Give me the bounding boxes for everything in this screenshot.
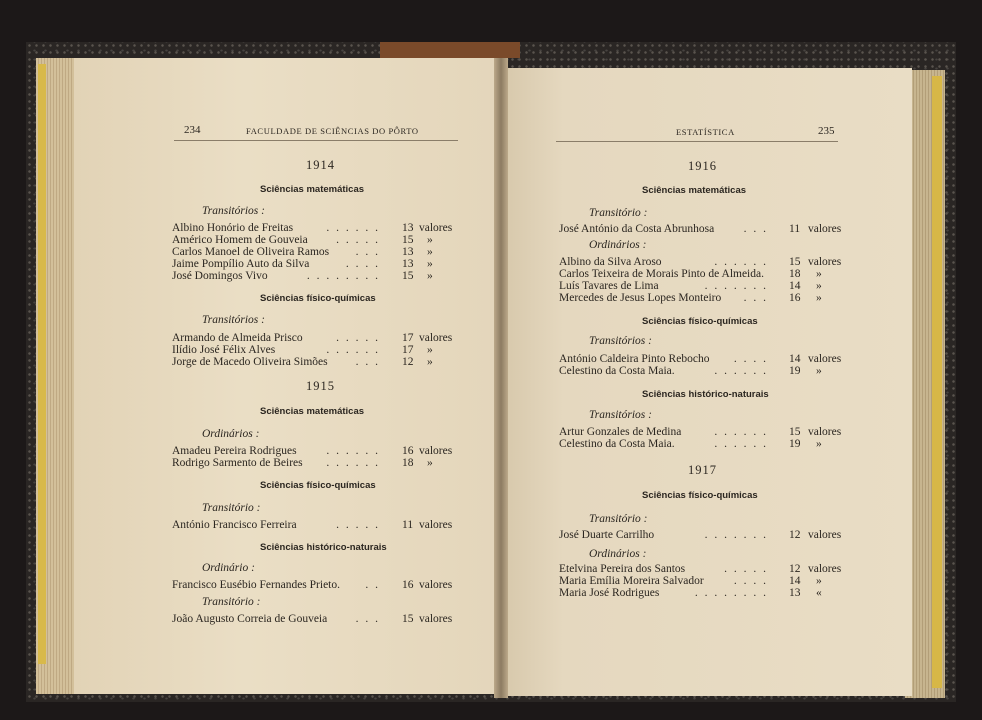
grade-value: 14 <box>789 353 801 365</box>
grade-value: 16 <box>789 292 801 304</box>
dot-leader: . . . . . . <box>326 344 380 356</box>
page-number: 234 <box>184 124 201 136</box>
student-name: Jaime Pompílio Auto da Silva <box>172 258 310 270</box>
dot-leader: . . . . . . <box>714 426 768 438</box>
dot-leader: . . . . . . . . <box>694 587 768 599</box>
dot-leader: . . . . . <box>724 563 768 575</box>
running-head: FACULDADE DE SCIÊNCIAS DO PÔRTO <box>246 126 419 136</box>
student-name: José Domingos Vivo <box>172 270 268 282</box>
section-heading: Sciências histórico-naturais <box>260 542 387 553</box>
dot-leader: . . . . . . <box>714 438 768 450</box>
grade-value: 19 <box>789 365 801 377</box>
section-heading: Sciências físico-químicas <box>642 490 758 501</box>
page-number: 235 <box>818 125 835 137</box>
grade-unit: valores <box>419 445 453 457</box>
subsection-label: Ordinários : <box>589 239 647 251</box>
left-page <box>74 58 500 694</box>
grade-unit: valores <box>808 223 842 235</box>
subsection-label: Transitórios : <box>202 205 265 217</box>
grade-value: 13 <box>402 246 414 258</box>
grade-value: 18 <box>789 268 801 280</box>
grade-unit: « <box>816 587 822 599</box>
student-name: Rodrigo Sarmento de Beires <box>172 457 303 469</box>
grade-unit: valores <box>419 579 453 591</box>
grade-value: 11 <box>402 519 414 531</box>
grade-value: 12 <box>789 529 801 541</box>
dot-leader: . . <box>365 579 380 591</box>
student-name: Jorge de Macedo Oliveira Simões <box>172 356 328 368</box>
subsection-label: Transitórios : <box>589 335 652 347</box>
student-name: António Francisco Ferreira <box>172 519 297 531</box>
dot-leader: . . . . . <box>336 234 380 246</box>
running-head: ESTATÍSTICA <box>676 127 735 137</box>
grade-unit: » <box>816 292 822 304</box>
grade-unit: valores <box>419 222 453 234</box>
grade-value: 17 <box>402 344 414 356</box>
section-heading: Sciências físico-químicas <box>260 293 376 304</box>
dot-leader: . . . <box>355 356 380 368</box>
grade-value: 15 <box>402 613 414 625</box>
grade-unit: » <box>816 280 822 292</box>
grade-value: 13 <box>789 587 801 599</box>
dot-leader: . . . . . . <box>714 365 768 377</box>
grade-unit: » <box>427 246 433 258</box>
grade-unit: valores <box>419 519 453 531</box>
section-heading: Sciências matemáticas <box>260 406 365 417</box>
dot-leader: . . . . . <box>336 332 380 344</box>
header-rule <box>556 141 838 142</box>
grade-value: 16 <box>402 445 414 457</box>
dot-leader: . . . . <box>345 258 380 270</box>
student-name: Mercedes de Jesus Lopes Monteiro <box>559 292 722 304</box>
section-heading: Sciências matemáticas <box>260 184 365 195</box>
grade-value: 15 <box>789 426 801 438</box>
student-name: Artur Gonzales de Medina <box>559 426 682 438</box>
student-name: Carlos Teixeira de Morais Pinto de Almeida. <box>559 268 764 280</box>
right-page <box>502 68 912 696</box>
section-heading: Sciências histórico-naturais <box>642 389 769 400</box>
dot-leader: . . . . . . . <box>704 529 768 541</box>
student-name: Maria Emília Moreira Salvador <box>559 575 704 587</box>
grade-value: 12 <box>402 356 414 368</box>
grade-value: 11 <box>789 223 801 235</box>
student-name: Américo Homem de Gouveia <box>172 234 308 246</box>
dot-leader: . . . . <box>733 353 768 365</box>
subsection-label: Transitório : <box>202 596 261 608</box>
grade-value: 14 <box>789 575 801 587</box>
dot-leader: . . . <box>743 223 768 235</box>
section-heading: Sciências físico-químicas <box>642 316 758 327</box>
grade-value: 17 <box>402 332 414 344</box>
dot-leader: . . . . . . . <box>704 280 768 292</box>
student-name: Albino da Silva Aroso <box>559 256 662 268</box>
student-name: Francisco Eusébio Fernandes Prieto. <box>172 579 340 591</box>
student-name: Celestino da Costa Maia. <box>559 365 675 377</box>
grade-unit: » <box>816 268 822 280</box>
grade-value: 13 <box>402 222 414 234</box>
grade-unit: » <box>427 234 433 246</box>
subsection-label: Transitório : <box>589 207 648 219</box>
grade-value: 13 <box>402 258 414 270</box>
grade-unit: valores <box>808 426 842 438</box>
year-heading: 1915 <box>306 379 335 393</box>
dot-leader: . . . <box>355 246 380 258</box>
book-spine <box>380 42 520 58</box>
grade-unit: valores <box>808 563 842 575</box>
dot-leader: . . . . . . <box>326 457 380 469</box>
year-heading: 1917 <box>688 463 717 477</box>
subsection-label: Ordinário : <box>202 562 255 574</box>
dot-leader: . . . . . . . . <box>306 270 380 282</box>
grade-unit: valores <box>419 332 453 344</box>
grade-value: 19 <box>789 438 801 450</box>
student-name: Etelvina Pereira dos Santos <box>559 563 686 575</box>
grade-value: 14 <box>789 280 801 292</box>
grade-unit: » <box>427 270 433 282</box>
student-name: Carlos Manoel de Oliveira Ramos <box>172 246 330 258</box>
student-name: João Augusto Correia de Gouveia <box>172 613 328 625</box>
dot-leader: . . . <box>355 613 380 625</box>
grade-unit: valores <box>808 353 842 365</box>
grade-unit: » <box>427 457 433 469</box>
grade-unit: » <box>427 344 433 356</box>
grade-unit: » <box>427 356 433 368</box>
grade-unit: » <box>427 258 433 270</box>
grade-unit: valores <box>419 613 453 625</box>
section-heading: Sciências físico-químicas <box>260 480 376 491</box>
grade-value: 12 <box>789 563 801 575</box>
dot-leader: . . . . . . <box>326 445 380 457</box>
student-name: Celestino da Costa Maia. <box>559 438 675 450</box>
header-rule <box>174 140 458 141</box>
student-name: José António da Costa Abrunhosa <box>559 223 715 235</box>
grade-unit: » <box>816 575 822 587</box>
grade-unit: valores <box>808 256 842 268</box>
student-name: Armando de Almeida Prisco <box>172 332 303 344</box>
dot-leader: . . . . <box>733 575 768 587</box>
dot-leader: . . . . . <box>336 519 380 531</box>
year-heading: 1916 <box>688 159 717 173</box>
student-name: José Duarte Carrilho <box>559 529 655 541</box>
dot-leader: . . . . . . <box>326 222 380 234</box>
student-name: Maria José Rodrigues <box>559 587 660 599</box>
student-name: Ilídio José Félix Alves <box>172 344 276 356</box>
grade-unit: » <box>816 438 822 450</box>
student-name: Amadeu Pereira Rodrigues <box>172 445 297 457</box>
right-yellow-edge <box>932 76 942 688</box>
year-heading: 1914 <box>306 158 335 172</box>
dot-leader: . . . <box>743 292 768 304</box>
subsection-label: Transitório : <box>589 513 648 525</box>
subsection-label: Ordinários : <box>202 428 260 440</box>
student-name: Albino Honório de Freitas <box>172 222 294 234</box>
grade-value: 15 <box>402 234 414 246</box>
dot-leader: . . . . . . <box>714 256 768 268</box>
grade-value: 15 <box>402 270 414 282</box>
subsection-label: Transitório : <box>202 502 261 514</box>
grade-value: 16 <box>402 579 414 591</box>
left-yellow-edge <box>38 64 46 664</box>
subsection-label: Transitórios : <box>202 314 265 326</box>
grade-value: 18 <box>402 457 414 469</box>
book-gutter <box>494 58 508 698</box>
section-heading: Sciências matemáticas <box>642 185 747 196</box>
grade-unit: » <box>816 365 822 377</box>
subsection-label: Transitórios : <box>589 409 652 421</box>
grade-value: 15 <box>789 256 801 268</box>
subsection-label: Ordinários : <box>589 548 647 560</box>
student-name: António Caldeira Pinto Rebocho <box>559 353 710 365</box>
student-name: Luís Tavares de Lima <box>559 280 659 292</box>
grade-unit: valores <box>808 529 842 541</box>
